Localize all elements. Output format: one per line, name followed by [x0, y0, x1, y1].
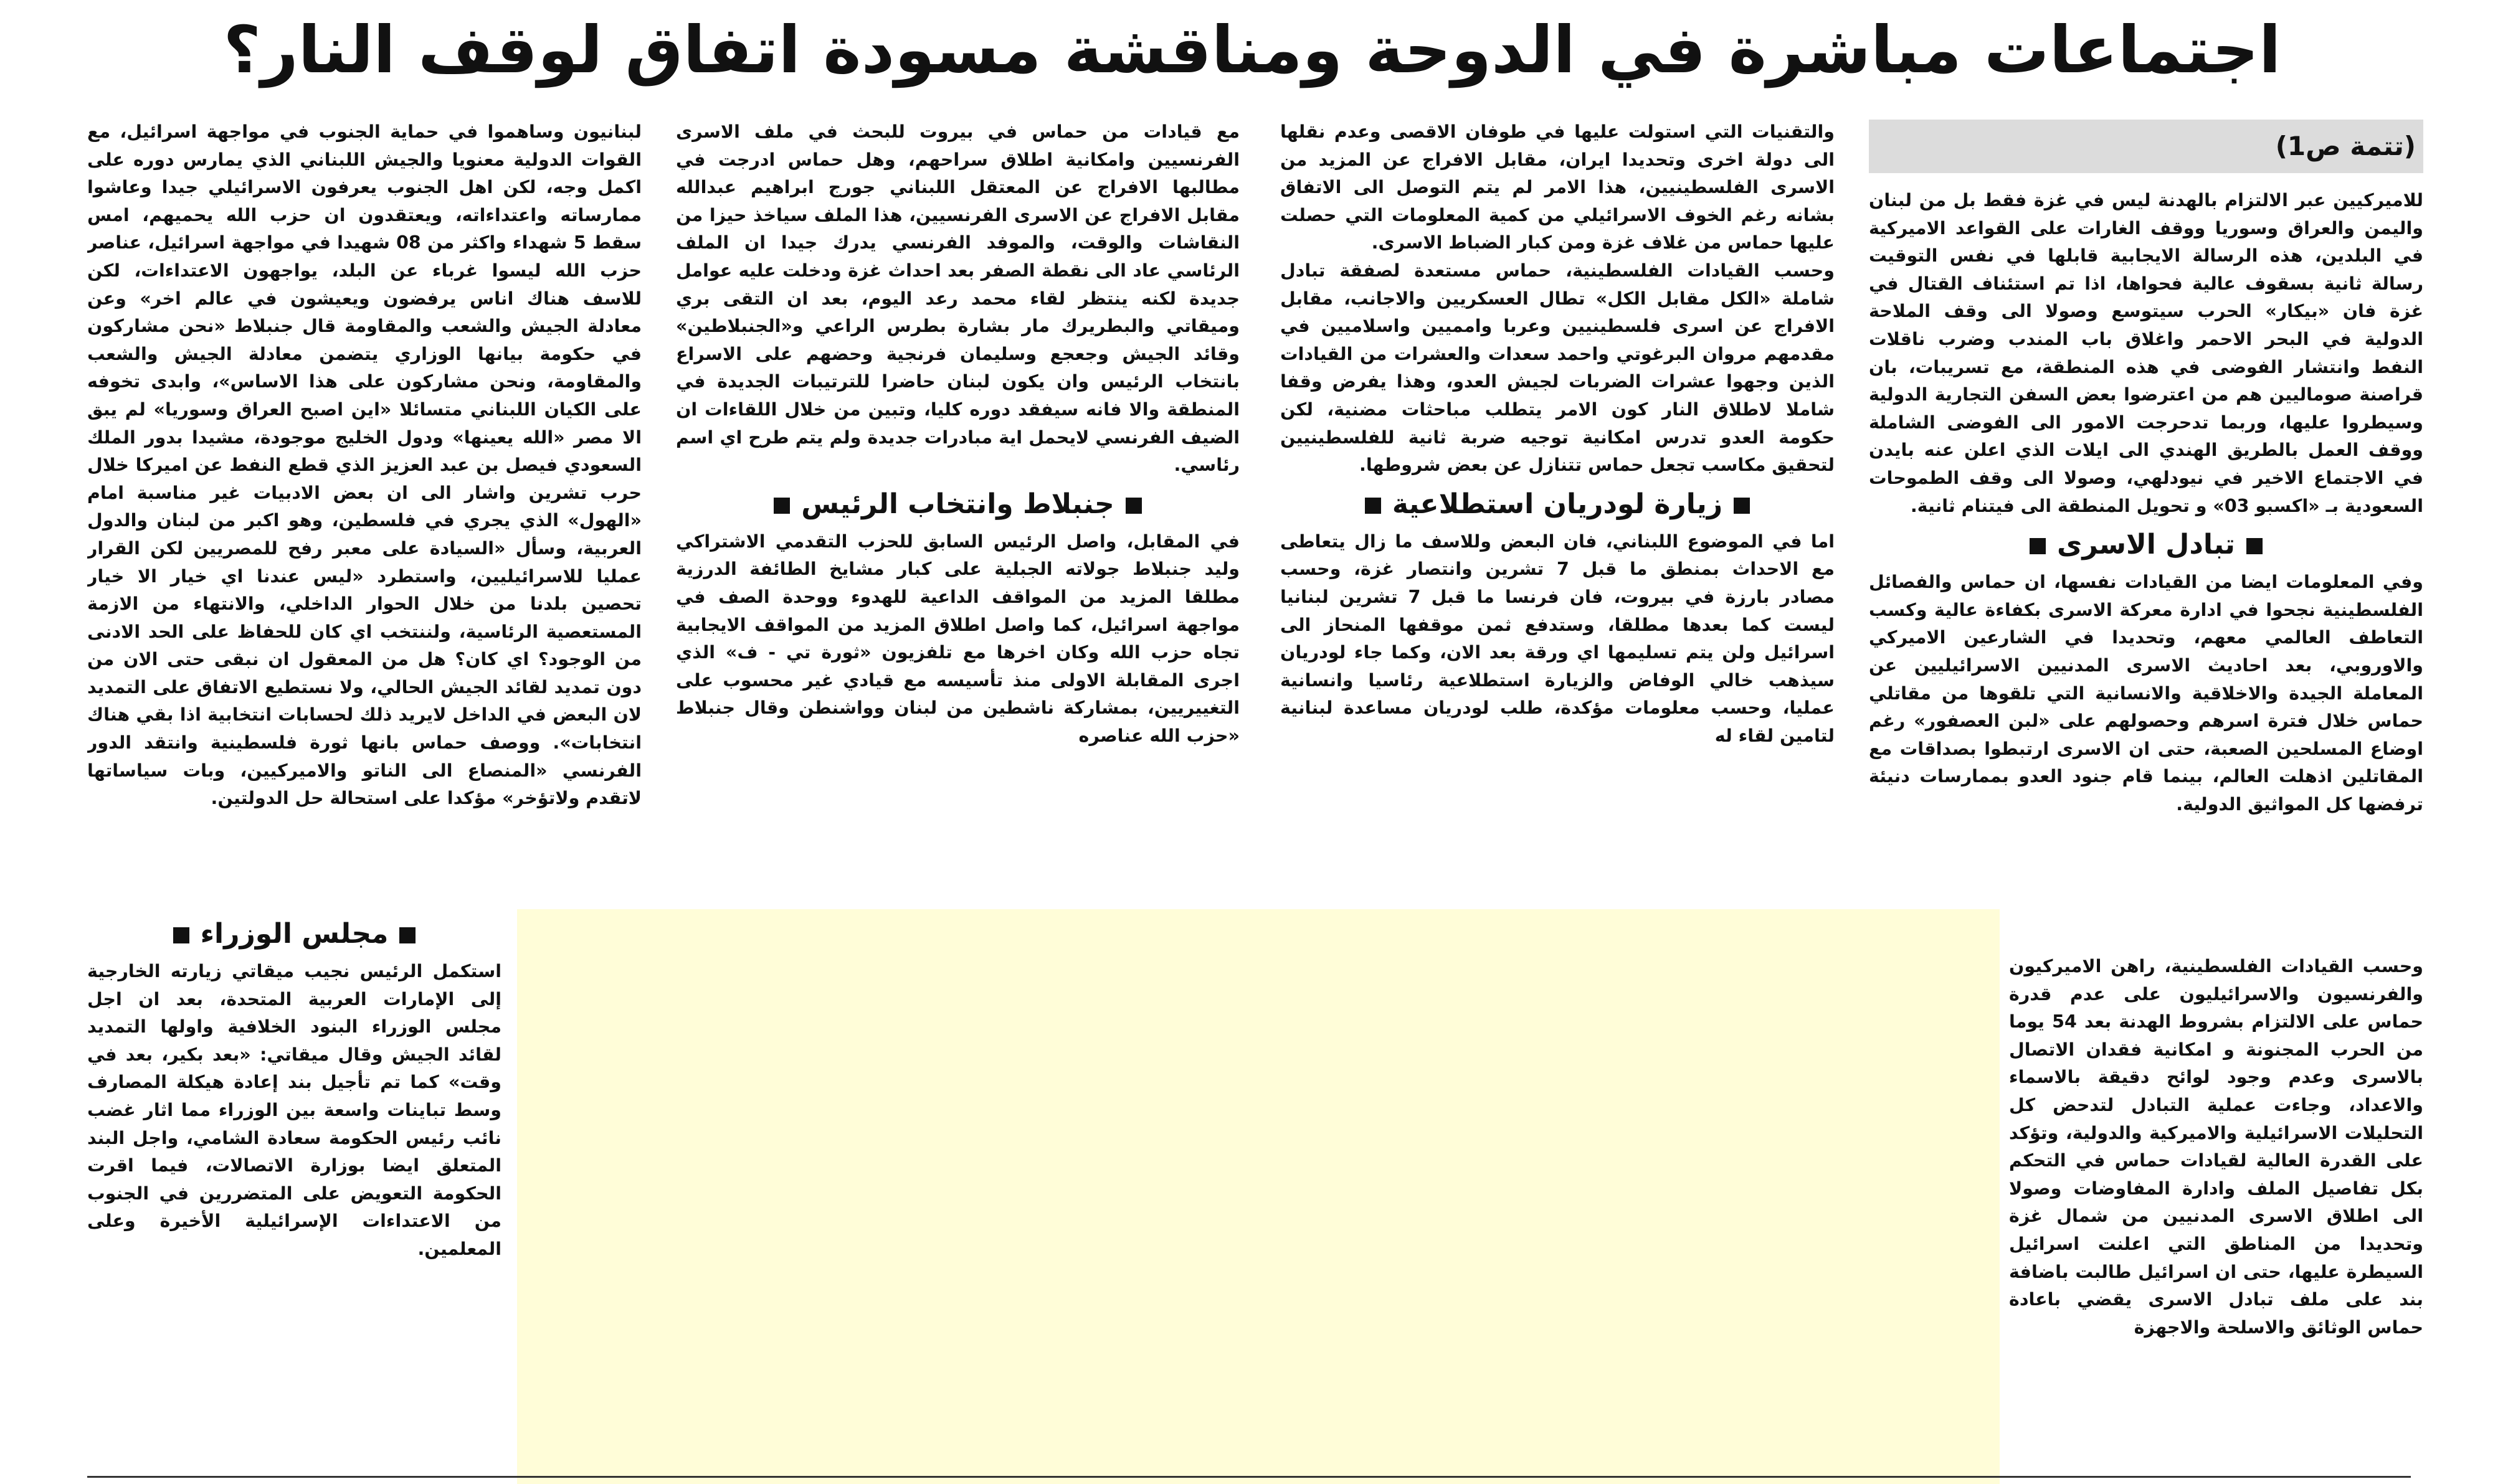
column-4-intro: لبنانيون وساهموا في حماية الجنوب في مواجهة اسرائيل، مع القوات الدولية معنويا والجيش اللبناني الذي يمارس دوره على اكمل وجه، لكن اهل الجنوب يعرفون الاسرائيلي جيدا وعاشوا ممارساته واعتداءاته، ويعتقدون ان حزب الله يحميهم، امس سقط 5 شهداء واكثر من 08 شهيدا في مواجهة اسرائيل، عناصر حزب الله ليسوا غرباء عن البلد، يواجهون الاعتداءات، لكن للاسف هناك اناس يرفضون ويعيشون في عالم اخر» وعن معادلة الجيش والشعب والمقاومة قال جنبلاط «نحن مشاركون في حكومة بيانها الوزاري يتضمن معادلة الجيش والشعب والمقاومة، ونحن مشاركون على هذا الاساس»، وابدى تخوفه على الكيان اللبناني متسائلا «اين اصبح العراق وسوريا» لم يبق الا مصر «الله يعينها» ودول الخليج موجودة، مشيدا بدور الملك السعودي فيصل بن عبد العزيز الذي قطع النفط عن اميركا خلال حرب تشرين واشار الى ان بعض الادبيات غير مناسبة امام «الهول» الذي يجري في فلسطين، وهو اكبر من لبنان والدول العربية، وسأل «السيادة على معبر رفح للمصريين لكن القرار عمليا للاسرائيليين، واستطرد «ليس عندنا اي خيار الا خيار تحصين بلدنا من خلال الحوار الداخلي، والانتهاء من الازمة المستعصية الرئاسية، ولننتخب اي كان للحفاظ على الحد الادنى من الوجود؟ اي كان؟ هل من المعقول ان نبقى حتى الان من دون تمديد لقائد الجيش الحالي، ولا نستطيع الاتفاق على التمديد لان البعض في الداخل لايريد ذلك لحسابات انتخابية اذا بقي هناك انتخابات». ووصف حماس بانها ثورة فلسطينية وانتقد الدور الفرنسي «المنصاع الى الناتو والاميركيين، وبات سياساتها لاتقدم ولاتؤخر» مؤكدا على استحالة حل الدولتين. [87, 121, 642, 809]
square-bullet-icon [2030, 538, 2046, 554]
column-4-continued [87, 909, 501, 1470]
bottom-rule [87, 1476, 2411, 1478]
column-2-intro: والتقنيات التي استولت عليها في طوفان الاقصى وعدم نقلها الى دولة اخرى وتحديدا ايران، مقابل الافراج عن المزيد من الاسرى الفلسطينيين، هذا الامر لم يتم التوصل الى الاتفاق بشانه رغم الخوف الاسرائيلي من كمية المعلومات التي حصلت عليها حماس من غلاف غزة ومن كبار الضباط الاسرى. [1280, 121, 1835, 253]
subheading-jumblatt [676, 484, 1240, 524]
square-bullet-icon [1126, 498, 1142, 514]
subheading-ledrian-text: زيارة لودريان استطلاعية [1392, 488, 1723, 520]
square-bullet-icon [173, 927, 189, 943]
column-1-continued [2009, 953, 2423, 1463]
ad-placeholder-box [517, 909, 2000, 1484]
subheading-cabinet [87, 914, 501, 954]
column-1-bottom: وحسب القيادات الفلسطينية، راهن الاميركيون والفرنسيون والاسرائيليون على عدم قدرة حماس على الالتزام بشروط الهدنة بعد 54 يوما من الحرب المجنونة و امكانية فقدان الاتصال بالاسرى وعدم وجود لوائح دقيقة بالاسماء والاعداد، وجاءت عملية التبادل لتدحض كل التحليلات الاسرائيلية والاميركية والدولية، وتؤكد على القدرة العالية لقيادات حماس في التحكم بكل تفاصيل الملف وادارة المفاوضات وصولا الى اطلاق الاسرى المدنيين من شمال غزة وتحديدا من المناطق التي اعلنت اسرائيل السيطرة عليها، حتى ان اسرائيل طالبت باضافة بند على ملف تبادل الاسرى يقضي باعادة حماس الوثائق والاسلحة والاجهزة [2009, 956, 2423, 1338]
column-2-ledrian: اما في الموضوع اللبناني، فان البعض وللاسف ما زال يتعاطى مع الاحداث بمنطق ما قبل 7 تشرين وانتصار غزة، وحسب مصادر بارزة في بيروت، فان فرنسا ما قبل 7 تشرين لبنانيا ليست كما بعدها مطلقا، وستدفع ثمن موقفها المنحاز الى اسرائيل ولن يتم تسليمها اي ورقة بعد الان، وكما جاء لودريان سيذهب خالي الوفاض والزيارة استطلاعية رئاسيا وانسانية عمليا، وحسب معلومات مؤكدة، طلب لودريان مساعدة لبنانية لتامين لقاء له [1280, 531, 1835, 746]
column-3-jumblatt: في المقابل، واصل الرئيس السابق للحزب التقدمي الاشتراكي وليد جنبلاط جولاته الجبلية على كبار مشايخ الطائفة الدرزية مطلقا المزيد من المواقف الداعية للهدوء ووحدة الصف في مواجهة اسرائيل، كما واصل اطلاق المزيد من المواقف الايجابية تجاه حزب الله وكان اخرها مع تلفزيون «ثورة تي - ف» الذي اجرى المقابلة الاولى منذ تأسيسه مع قيادي غير محسوب على التغييريين، بمشاركة ناشطين من لبنان وواشنطن وقال جنبلاط «حزب الله عناصره [676, 531, 1240, 746]
square-bullet-icon [399, 927, 416, 943]
subheading-jumblatt-text: جنبلاط وانتخاب الرئيس [801, 488, 1114, 520]
column-1-intro: للاميركيين عبر الالتزام بالهدنة ليس في غزة فقط بل من لبنان واليمن والعراق وسوريا ووقف الغارات على القواعد الاميركية في البلدين، هذه الرسالة الايجابية قابلها في نفس التوقيت رسالة ثانية بسقوف عالية فحواها، اذا تم استئناف القتال في غزة فان «بيكار» الحرب سيتوسع وصولا الى وقف الملاحة الدولية في البحر الاحمر واغلاق باب المندب وضرب ناقلات النفط وانتشار الفوضى في هذه المنطقة، مع تسريبات، بان قراصنة صوماليين هم من اعترضوا بعض السفن التجارية الدولية وسيطروا عليها، وربما تدحرجت الامور الى الفوضى الشاملة ووقف العمل بالطريق الهندي الى ايلات الذي اعلن عنه بايدن في الاجتماع الاخير في نيودلهي، وصولا الى وقف الطموحات السعودية بـ «اكسبو 03» و تحويل المنطقة الى فيتنام ثانية. [1869, 190, 2423, 516]
square-bullet-icon [1734, 498, 1750, 514]
column-2 [1280, 118, 1835, 909]
square-bullet-icon [2246, 538, 2263, 554]
subheading-prisoners-text: تبادل الاسرى [2057, 529, 2235, 561]
subheading-prisoners [1869, 525, 2423, 565]
column-4 [87, 118, 642, 909]
column-1-prisoners: وفي المعلومات ايضا من القيادات نفسها، ان حماس والفصائل الفلسطينية نجحوا في ادارة معركة الاسرى بكفاءة عالية وكسب التعاطف العالمي معهم، وتحديدا في الشارعين الاميركي والاوروبي، بعد احاديث الاسرى المدنيين الاسرائيليين عن المعاملة الجيدة والاخلاقية والانسانية التي تلقوها من مقاتلي حماس خلال فترة اسرهم وحصولهم على «لبن العصفور» رغم اوضاع المسلحين الصعبة، حتى ان الاسرى ارتبطوا بصداقات مع المقاتلين اذهلت العالم، بينما قام جنود العدو بممارسات دنيئة ترفضها كل المواثيق الدولية. [1869, 572, 2423, 815]
square-bullet-icon [774, 498, 790, 514]
column-2-para: وحسب القيادات الفلسطينية، حماس مستعدة لصفقة تبادل شاملة «الكل مقابل الكل» تطال العسكريين والاجانب، مقابل الافراج عن اسرى فلسطينيين وعربا وامميين واسلاميين في مقدمهم مروان البرغوتي واحمد سعدات والعشرات من القيادات الذين وجهوا عشرات الضربات لجيش العدو، وهذا يفرض وقفا شاملا لاطلاق النار كون الامر يتطلب مباحثات مضنية، لكن حكومة العدو تدرس امكانية توجيه ضربة ثانية للفلسطينيين لتحقيق مكاسب تجعل حماس تتنازل عن بعض شروطها. [1280, 260, 1835, 476]
subheading-cabinet-text: مجلس الوزراء [200, 918, 389, 950]
column-4-cabinet: استكمل الرئيس نجيب ميقاتي زيارته الخارجية إلى الإمارات العربية المتحدة، بعد ان اجل مجلس الوزراء البنود الخلافية واولها التمديد لقائد الجيش وقال ميقاتي: «بعد بكير، بعد في وقت» كما تم تأجيل بند إعادة هيكلة المصارف وسط تباينات واسعة بين الوزراء مما اثار غضب نائب رئيس الحكومة سعادة الشامي، واجل البند المتعلق ايضا بوزارة الاتصالات، فيما اقرت الحكومة التعويض على المتضررين في الجنوب من الاعتداءات الإسرائيلية الأخيرة وعلى المعلمين. [87, 961, 501, 1259]
headline: اجتماعات مباشرة في الدوحة ومناقشة مسودة اتفاق لوقف النار؟ [223, 12, 2281, 88]
subheading-ledrian [1280, 484, 1835, 524]
square-bullet-icon [1365, 498, 1381, 514]
column-3-intro: مع قيادات من حماس في بيروت للبحث في ملف الاسرى الفرنسيين وامكانية اطلاق سراحهم، وهل حماس ادرجت في مطالبها الافراج عن المعتقل اللبناني جورج ابراهيم عبدالله مقابل الافراج عن الاسرى الفرنسيين، هذا الملف سياخذ حيزا من النقاشات والوقت، والموفد الفرنسي يدرك جيدا ان الملف الرئاسي عاد الى نقطة الصفر بعد احداث غزة ودخلت عليه عوامل جديدة لكنه ينتظر لقاء محمد رعد اليوم، بعد ان التقى بري وميقاتي والبطريرك مار بشارة بطرس الراعي و«الجنبلاطين» وقائد الجيش وجعجع وسليمان فرنجية وحضهم على الاسراع بانتخاب الرئيس وان يكون لبنان حاضرا للترتيبات الجديدة في المنطقة والا فانه سيفقد دوره كليا، وتبين من خلال اللقاءات ان الضيف الفرنسي لايحمل اية مبادرات جديدة ولم يتم طرح اي اسم رئاسي. [676, 121, 1240, 476]
column-3 [676, 118, 1240, 909]
continued-label: (تتمة ص1) [1869, 120, 2423, 173]
